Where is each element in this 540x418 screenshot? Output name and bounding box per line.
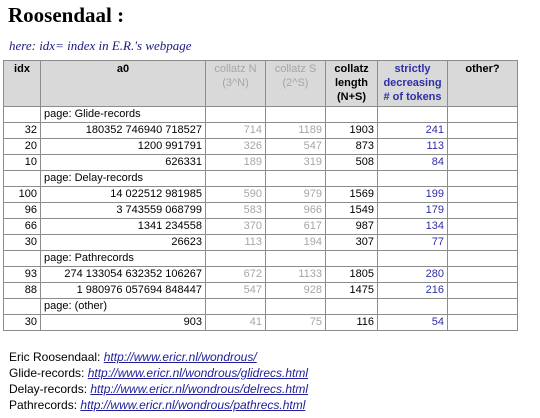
cell-collatz-n: 326 [206,139,266,155]
col-header-idx: idx [4,61,41,107]
cell-collatz-n: 583 [206,203,266,219]
cell-a0: 3 743559 068799 [41,203,206,219]
cell-a0: 26623 [41,235,206,251]
section-page-label: page: Delay-records [41,171,206,187]
cell-a0: 180352 746940 718527 [41,123,206,139]
link-pathrecords[interactable]: http://www.ericr.nl/wondrous/pathrecs.html [80,398,306,412]
cell-strictly-decreasing: 77 [378,235,448,251]
cell-collatz-n: 547 [206,283,266,299]
cell-a0: 1200 991791 [41,139,206,155]
cell-strictly-decreasing: 54 [378,315,448,331]
links-list [9,349,308,413]
cell-collatz-s: 966 [266,203,326,219]
section-blank-cell [326,107,378,123]
link-label: Delay-records: [9,382,88,396]
cell-other [448,283,518,299]
col-header-other: other? [448,61,518,107]
section-blank-cell [378,251,448,267]
cell-collatz-n: 714 [206,123,266,139]
link-label: Glide-records: [9,366,85,380]
cell-other [448,219,518,235]
cell-collatz-n: 41 [206,315,266,331]
cell-idx: 66 [4,219,41,235]
page-title: Roosendaal : [8,3,125,27]
cell-a0: 14 022512 981985 [41,187,206,203]
cell-idx: 93 [4,267,41,283]
section-row [4,171,518,187]
cell-strictly-decreasing: 113 [378,139,448,155]
cell-idx: 88 [4,283,41,299]
section-blank-cell [206,171,266,187]
link-line-eric [9,349,308,365]
cell-collatz-length: 873 [326,139,378,155]
section-blank-cell [326,251,378,267]
cell-strictly-decreasing: 241 [378,123,448,139]
cell-collatz-n: 113 [206,235,266,251]
cell-collatz-length: 1805 [326,267,378,283]
cell-other [448,267,518,283]
cell-other [448,203,518,219]
section-blank-cell [266,107,326,123]
cell-strictly-decreasing: 134 [378,219,448,235]
cell-idx: 30 [4,235,41,251]
table-body [4,107,518,331]
cell-strictly-decreasing: 216 [378,283,448,299]
table-row [4,219,518,235]
cell-other [448,123,518,139]
cell-idx: 10 [4,155,41,171]
col-header-collatz-length: collatz length (N+S) [326,61,378,107]
section-blank-cell [206,251,266,267]
table-row [4,283,518,299]
section-row [4,251,518,267]
link-delay-records[interactable]: http://www.ericr.nl/wondrous/delrecs.html [90,382,309,396]
section-blank-cell [448,251,518,267]
section-blank-cell [448,299,518,315]
cell-collatz-s: 319 [266,155,326,171]
table-row [4,139,518,155]
cell-collatz-length: 1475 [326,283,378,299]
section-blank-cell [378,107,448,123]
cell-strictly-decreasing: 199 [378,187,448,203]
cell-collatz-s: 928 [266,283,326,299]
link-line-glide [9,365,308,381]
col-header-collatz-n: collatz N (3^N) [206,61,266,107]
table-row [4,155,518,171]
section-blank-cell [448,171,518,187]
section-page-label: page: Pathrecords [41,251,206,267]
section-blank-cell [4,107,41,123]
cell-a0: 1341 234558 [41,219,206,235]
section-blank-cell [326,171,378,187]
col-header-collatz-s: collatz S (2^S) [266,61,326,107]
section-blank-cell [326,299,378,315]
section-blank-cell [266,251,326,267]
cell-a0: 274 133054 632352 106267 [41,267,206,283]
section-row [4,299,518,315]
cell-idx: 20 [4,139,41,155]
section-blank-cell [4,299,41,315]
cell-collatz-s: 75 [266,315,326,331]
table-row [4,315,518,331]
section-blank-cell [4,171,41,187]
section-row [4,107,518,123]
cell-collatz-length: 307 [326,235,378,251]
section-page-label: page: Glide-records [41,107,206,123]
cell-a0: 626331 [41,155,206,171]
cell-collatz-length: 987 [326,219,378,235]
section-blank-cell [266,171,326,187]
cell-collatz-s: 1133 [266,267,326,283]
cell-idx: 30 [4,315,41,331]
col-header-strictly-decreasing: strictly decreasing # of tokens [378,61,448,107]
cell-collatz-n: 189 [206,155,266,171]
section-blank-cell [448,107,518,123]
section-blank-cell [206,107,266,123]
cell-collatz-s: 617 [266,219,326,235]
cell-other [448,139,518,155]
cell-a0: 1 980976 057694 848447 [41,283,206,299]
table-row [4,203,518,219]
cell-strictly-decreasing: 179 [378,203,448,219]
cell-collatz-n: 370 [206,219,266,235]
cell-collatz-n: 590 [206,187,266,203]
cell-collatz-length: 1569 [326,187,378,203]
table-row [4,123,518,139]
table-header-row [4,61,518,107]
cell-collatz-length: 1903 [326,123,378,139]
cell-collatz-s: 1189 [266,123,326,139]
cell-collatz-s: 547 [266,139,326,155]
section-blank-cell [4,251,41,267]
cell-idx: 96 [4,203,41,219]
section-blank-cell [378,171,448,187]
table-row [4,235,518,251]
cell-a0: 903 [41,315,206,331]
link-line-delay [9,381,308,397]
cell-collatz-length: 508 [326,155,378,171]
page-subtitle: here: idx= index in E.R.'s webpage [9,38,192,53]
cell-collatz-s: 194 [266,235,326,251]
cell-collatz-s: 979 [266,187,326,203]
link-eric-roosendaal[interactable]: http://www.ericr.nl/wondrous/ [103,350,257,364]
link-glide-records[interactable]: http://www.ericr.nl/wondrous/glidrecs.html [87,366,309,380]
link-label: Pathrecords: [9,398,78,412]
cell-collatz-n: 672 [206,267,266,283]
cell-collatz-length: 116 [326,315,378,331]
cell-strictly-decreasing: 84 [378,155,448,171]
section-blank-cell [378,299,448,315]
table-row [4,187,518,203]
link-line-path [9,397,308,413]
col-header-a0: a0 [41,61,206,107]
cell-other [448,235,518,251]
link-label: Eric Roosendaal: [9,350,101,364]
section-blank-cell [206,299,266,315]
cell-idx: 32 [4,123,41,139]
cell-other [448,187,518,203]
cell-idx: 100 [4,187,41,203]
cell-collatz-length: 1549 [326,203,378,219]
records-table [3,60,518,331]
table-row [4,267,518,283]
section-page-label: page: (other) [41,299,206,315]
section-blank-cell [266,299,326,315]
cell-other [448,315,518,331]
cell-strictly-decreasing: 280 [378,267,448,283]
cell-other [448,155,518,171]
